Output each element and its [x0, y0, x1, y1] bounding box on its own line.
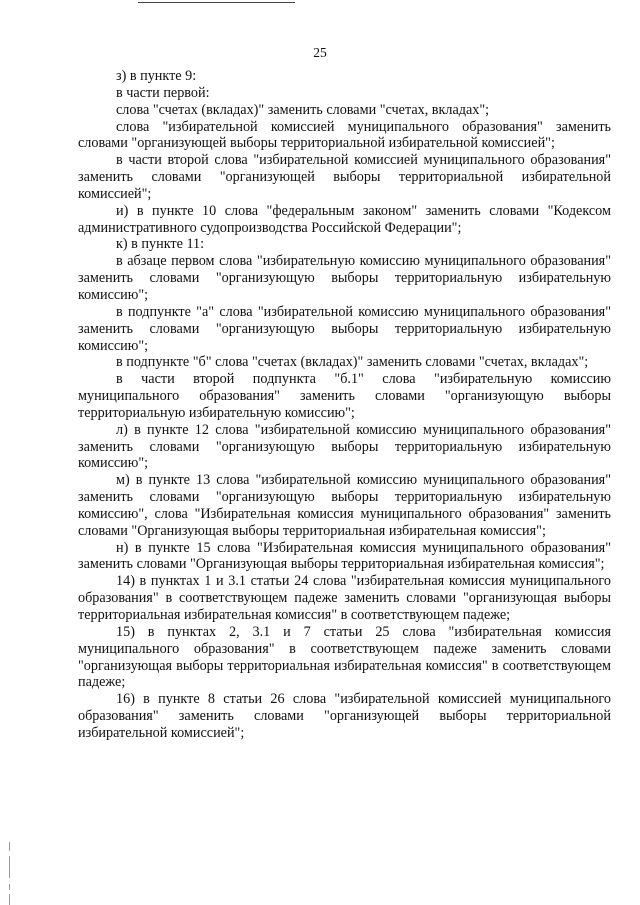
paragraph-15-statya-25: 15) в пунктах 2, 3.1 и 7 статьи 25 слова "избирательная комиссия муниципального образования" в соответствующем падеже заменить словами "организующая выборы территориальная избирательная комиссия" в соответствующем падеже; [78, 623, 611, 691]
paragraph-podpunkt-b1: в части второй подпункта "б.1" слова "избирательную комиссию муниципального образования" заменить словами "организующую выборы территориальную избирательную комиссию"; [78, 371, 611, 421]
document-body [78, 68, 611, 742]
paragraph-l-punkt-12: л) в пункте 12 слова "избирательной комиссию муниципального образования" заменить словами "организующую выборы территориальную избирательную комиссию"; [78, 421, 611, 472]
paragraph-k-punkt-11: к) в пункте 11: [116, 236, 205, 253]
paragraph-16-statya-26: 16) в пункте 8 статьи 26 слова "избирательной комиссией муниципального образования" заменить словами "организующей выборы территориальной избирательной комиссией"; [78, 691, 611, 741]
paragraph-izbiratelnoy-komissiey: слова "избирательной комиссией муниципального образования" заменить словами "организующей выборы территориальной избирательной комиссией"; [78, 118, 611, 152]
paragraph-abzats-pervyy: в абзаце первом слова "избирательную комиссию муниципального образования" заменить словами "организующую выборы территориальную избирательную комиссию"; [78, 253, 611, 303]
paragraph-schetah-vkladah: слова "счетах (вкладах)" заменить словами "счетах, вкладах"; [116, 101, 490, 118]
paragraph-podpunkt-b: в подпункте "б" слова "счетах (вкладах)" заменить словами "счетах, вкладах"; [116, 354, 589, 371]
top-divider-line [138, 2, 295, 3]
paragraph-podpunkt-a: в подпункте "а" слова "избирательной комиссию муниципального образования" заменить словами "организующую выборы территориальную избирательную комиссию"; [78, 303, 611, 354]
scan-edge-marks [9, 842, 11, 905]
paragraph-z-punkt-9: з) в пункте 9: [116, 68, 197, 84]
paragraph-m-punkt-13: м) в пункте 13 слова "избирательной комиссию муниципального образования" заменить словами "организующую выборы территориальную избирательную комиссию", слова "Избирательная комиссия муниципального образования" заменить словами "Организующая выборы территориальная избирательная комиссия"; [78, 472, 611, 539]
paragraph-chast-vtoraya: в части второй слова "избирательной комиссией муниципального образования" заменить словами "организующей выборы территориальной избирательной комиссией"; [78, 152, 611, 202]
paragraph-i-punkt-10: и) в пункте 10 слова "федеральным законом" заменить словами "Кодексом административного судопроизводства Российской Федерации"; [78, 202, 611, 236]
paragraph-chast-pervaya: в части первой: [116, 84, 210, 101]
paragraph-14-statya-24: 14) в пунктах 1 и 3.1 статьи 24 слова "избирательная комиссия муниципального образования" в соответствующем падеже заменить словами "организующая выборы территориальная избирательная комиссия" в соответствующем падеже; [78, 573, 611, 623]
page-number: 25 [313, 45, 327, 60]
paragraph-n-punkt-15: н) в пункте 15 слова "Избирательная комиссия муниципального образования" заменить словами "Организующая выборы территориальная избирательная комиссия"; [78, 539, 611, 573]
